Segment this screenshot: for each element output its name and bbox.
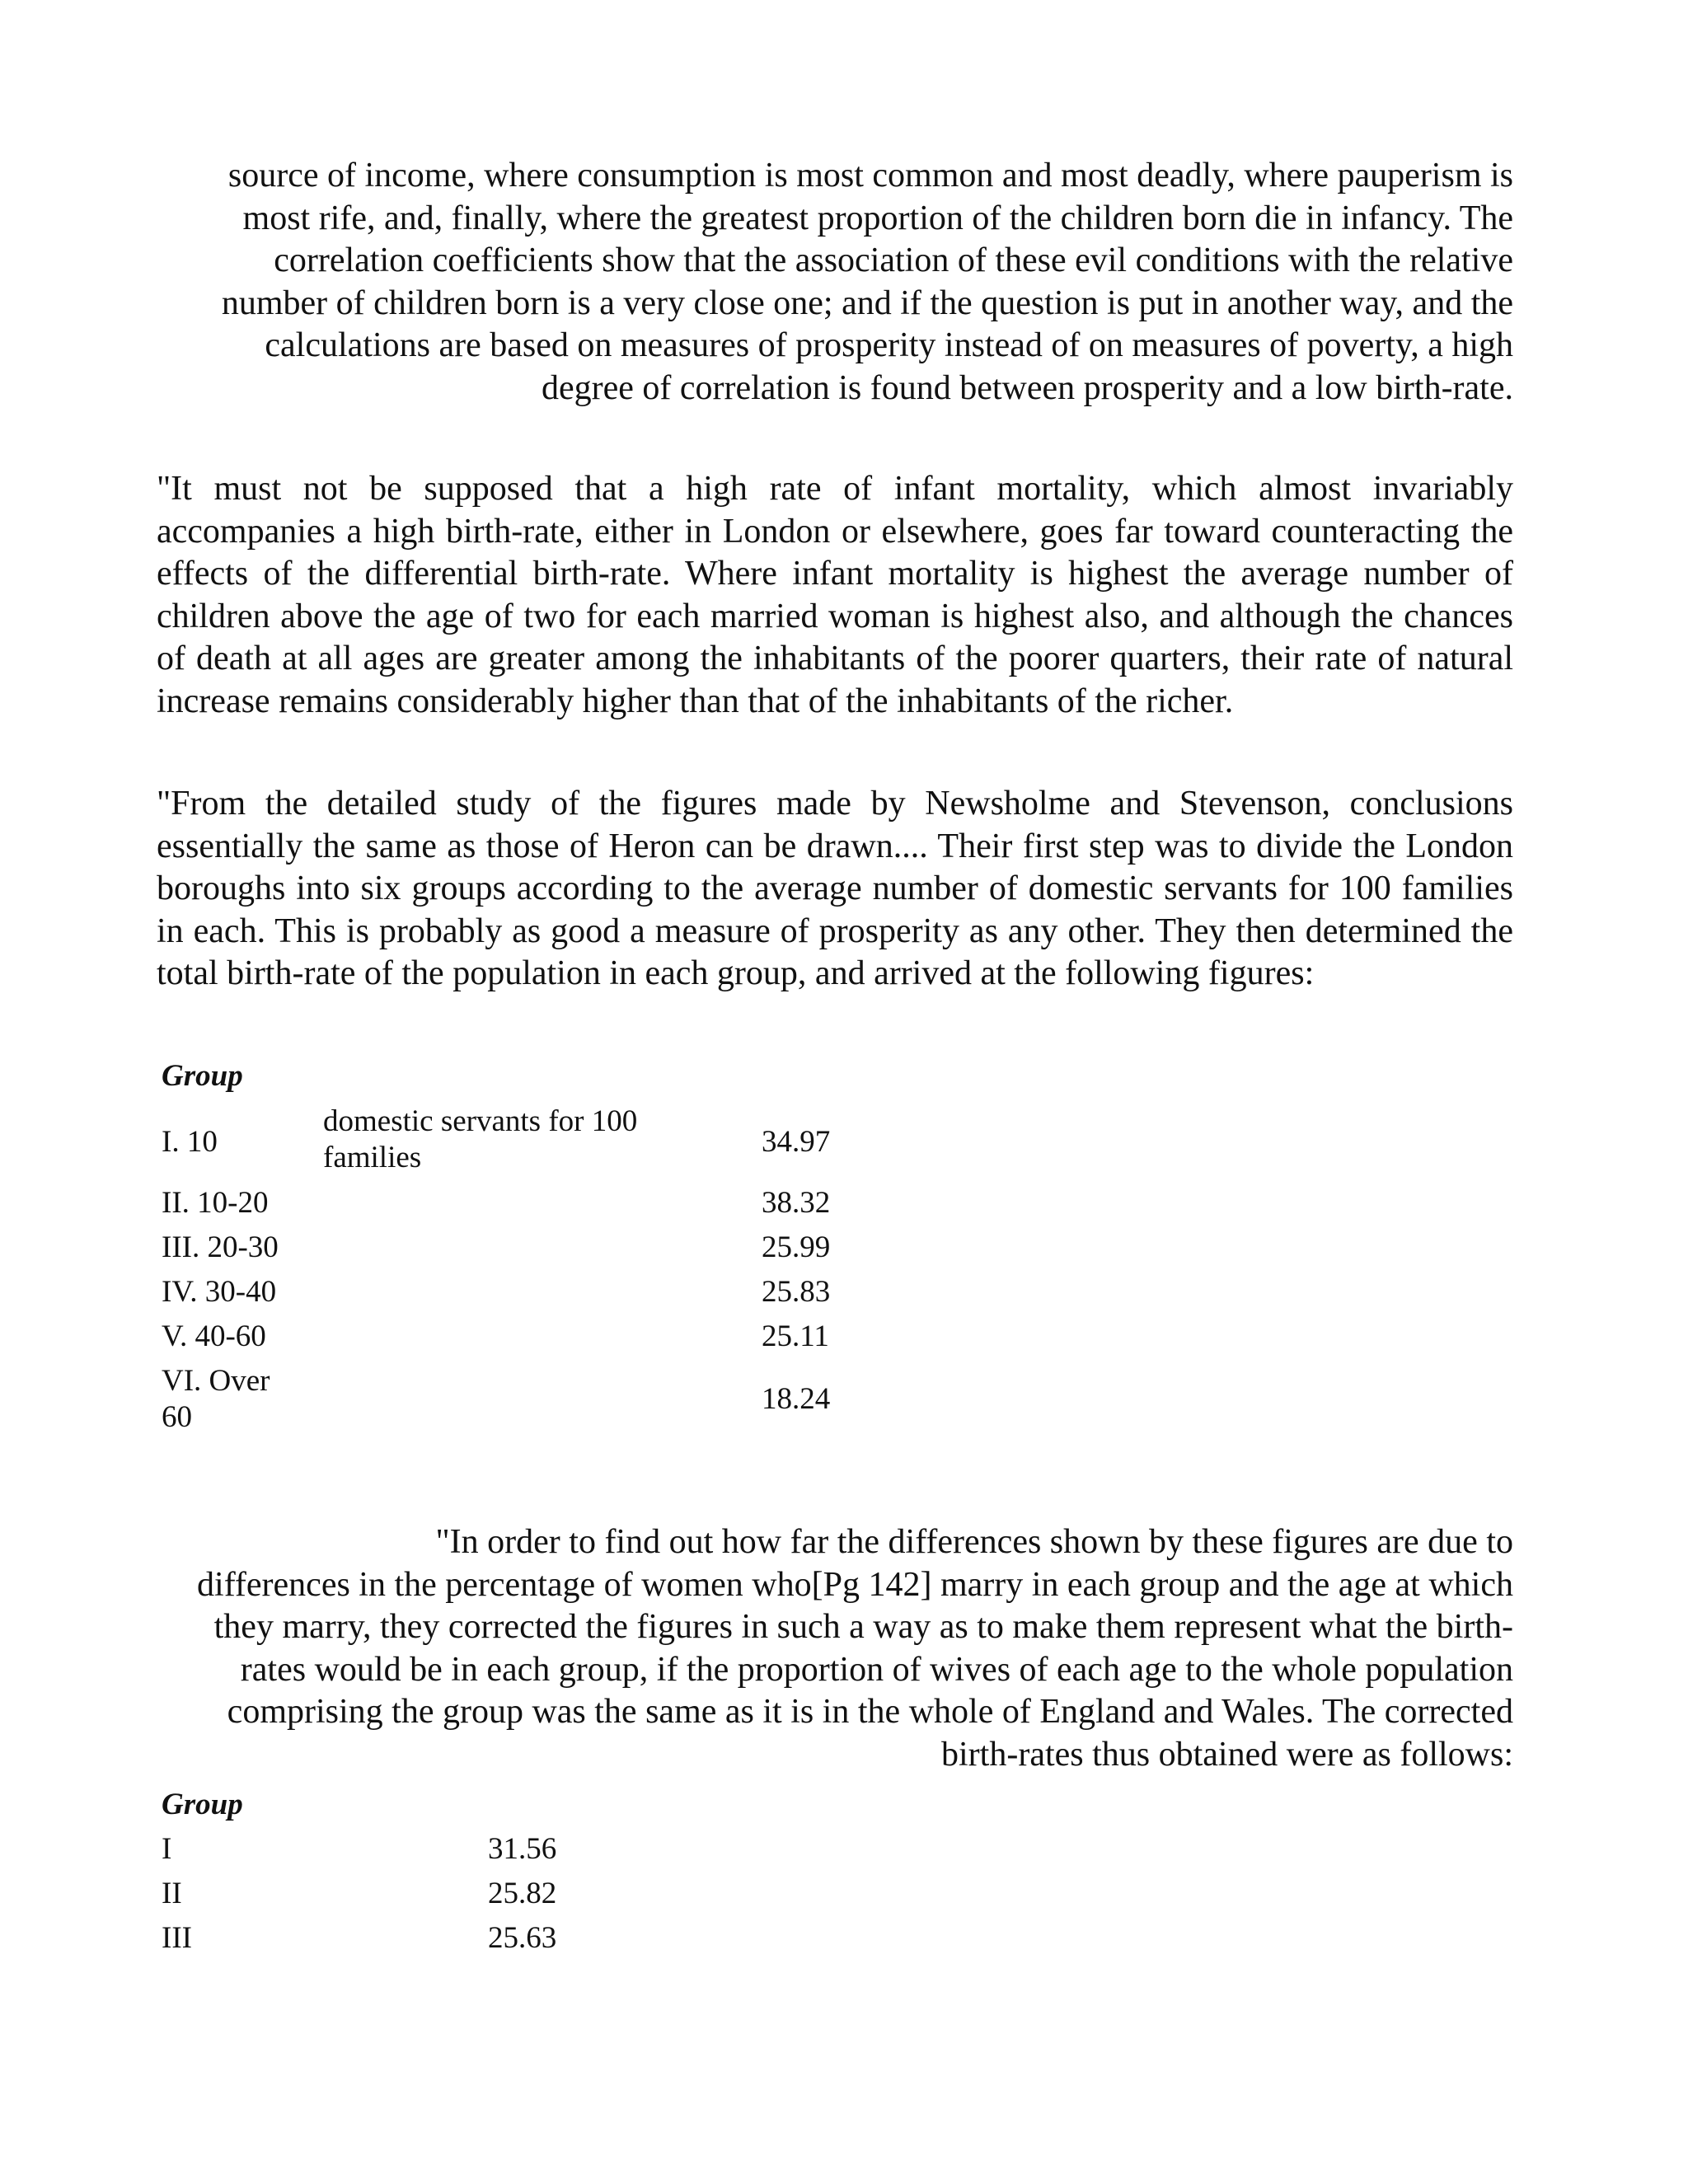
group-cell: II (162, 1877, 182, 1910)
group-cell: V. 40-60 (162, 1319, 266, 1353)
group-cell: II. 10-20 (162, 1186, 269, 1220)
paragraph-corrected-rates: "In order to find out how far the differences shown by these figures are due to differences in the percentage of women who[Pg 142] marry in each group and the age at which they marry, they corrected the figures in such a way as to make them represent what the birth-rates would be in each group, if the proportion of wives of each age to the whole population comprising the group was the same as it is in the whole of England and Wales. The corrected birth-rates thus obtained were as follows: (197, 1523, 1513, 1774)
paragraph-newsholme-stevenson: "From the detailed study of the figures made by Newsholme and Stevenson, conclusions essentially the same as those of Heron can be drawn.... Their first step was to divide the London boroughs into six groups according to the average number of domestic servants for 100 families in each. This is probably as good a measure of prosperity as any other. They then determined the total birth-rate of the population in each group, and arrived at the following figures: (157, 785, 1513, 992)
rate-cell: 31.56 (488, 1832, 557, 1866)
rate-cell: 25.83 (762, 1275, 831, 1309)
rate-cell: 18.24 (762, 1382, 831, 1416)
table-header-group: Group (162, 1059, 243, 1093)
paragraph-poverty-correlation: source of income, where consumption is most common and most deadly, where pauperism is most rife, and, finally, where the greatest proportion of the children born die in infancy. The correlation coefficients show that the association of these evil conditions with the relative number of children born is a very close one; and if the question is put in another way, and the calculations are based on measures of prosperity instead of on measures of poverty, a high degree of correlation is found between prosperity and a low birth-rate. (221, 157, 1513, 407)
table-header-group: Group (162, 1788, 243, 1821)
group-cell: I (162, 1832, 172, 1866)
group-cell: III. 20-30 (162, 1230, 279, 1264)
group-cell: IV. 30-40 (162, 1275, 277, 1309)
group-cell: VI. Over 60 (162, 1364, 270, 1434)
rate-cell: 25.11 (762, 1319, 829, 1353)
paragraph-infant-mortality: "It must not be supposed that a high rate of infant mortality, which almost invariably accompanies a high birth-rate, either in London or elsewhere, goes far toward counteracting the effects of the differential birth-rate. Where infant mortality is highest the average number of children above the age of two for each married woman is highest also, and although the chances of death at all ages are greater among the inhabitants of the poorer quarters, their rate of natural increase remains considerably higher than that of the inhabitants of the richer. (157, 470, 1513, 720)
rate-cell: 34.97 (762, 1125, 831, 1159)
rate-cell: 38.32 (762, 1186, 831, 1220)
group-cell: I. 10 (162, 1125, 218, 1159)
group-cell: III (162, 1921, 192, 1955)
rate-cell: 25.99 (762, 1230, 831, 1264)
note-cell: domestic servants for 100 families (323, 1104, 638, 1174)
rate-cell: 25.82 (488, 1877, 557, 1910)
rate-cell: 25.63 (488, 1921, 557, 1955)
